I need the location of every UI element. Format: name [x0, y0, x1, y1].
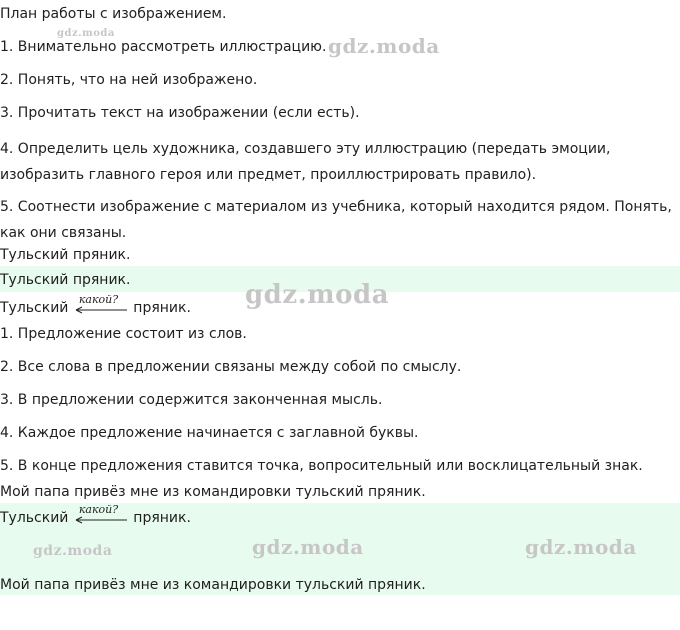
- watermark-bottom-center: gdz.moda: [252, 535, 364, 559]
- plan-step-1: 1. Внимательно рассмотреть иллюстрацию.: [0, 39, 327, 55]
- plan-step-3: 3. Прочитать текст на изображении (если есть).: [0, 105, 360, 121]
- phrase2-word-2: пряник.: [133, 510, 191, 526]
- plan-step-2: 2. Понять, что на ней изображено.: [0, 72, 258, 88]
- watermark-small-top: gdz.moda: [57, 28, 115, 39]
- watermark-top: gdz.moda: [328, 34, 440, 58]
- watermark-center: gdz.moda: [245, 280, 390, 310]
- question-label-2: какой?: [78, 503, 119, 516]
- plan-step-5: 5. Соотнести изображение с материалом из учебника, который находится рядом. Понять, как они связаны.: [0, 199, 672, 241]
- phrase-with-question-2: [0, 503, 191, 528]
- rule-2: 2. Все слова в предложении связаны между собой по смыслу.: [0, 359, 462, 375]
- question-arrow: [73, 293, 129, 318]
- plan-title: План работы с изображением.: [0, 6, 227, 22]
- watermark-bottom-right: gdz.moda: [525, 535, 637, 559]
- phrase-word-2: пряник.: [133, 300, 191, 316]
- left-arrow-icon: [73, 508, 129, 528]
- question-label: какой?: [78, 293, 119, 306]
- phrase2-word-1: Тульский: [0, 510, 69, 526]
- phrase-word-1: Тульский: [0, 300, 69, 316]
- question-arrow-2: [73, 503, 129, 528]
- phrase-plain-1: Тульский пряник.: [0, 247, 131, 263]
- rule-5: 5. В конце предложения ставится точка, вопросительный или восклицательный знак.: [0, 458, 643, 474]
- rule-1: 1. Предложение состоит из слов.: [0, 326, 247, 342]
- watermark-bottom-left: gdz.moda: [33, 543, 113, 559]
- rule-3: 3. В предложении содержится законченная мысль.: [0, 392, 383, 408]
- sentence-1: Мой папа привёз мне из командировки тульский пряник.: [0, 484, 426, 500]
- sentence-2: Мой папа привёз мне из командировки тульский пряник.: [0, 577, 426, 593]
- rule-4: 4. Каждое предложение начинается с заглавной буквы.: [0, 425, 419, 441]
- plan-step-4: 4. Определить цель художника, создавшего эту иллюстрацию (передать эмоции, изобразить главного героя или предмет, проиллюстрировать правило).: [0, 141, 611, 183]
- phrase-plain-2: Тульский пряник.: [0, 272, 131, 288]
- left-arrow-icon: [73, 298, 129, 318]
- phrase-with-question: [0, 293, 191, 318]
